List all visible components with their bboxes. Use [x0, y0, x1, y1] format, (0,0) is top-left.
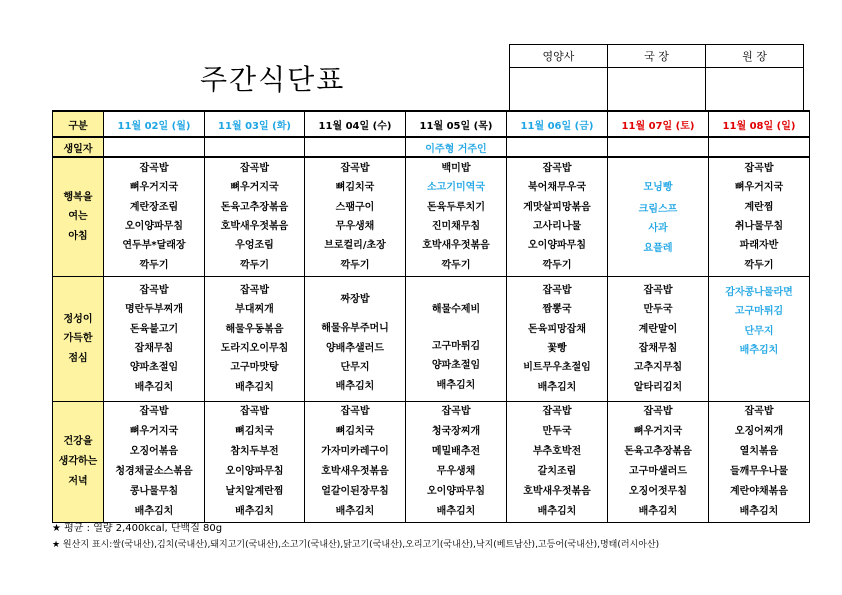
menu-item: 만두국 — [542, 426, 572, 437]
approval-director: 국 장 — [608, 45, 706, 68]
signature-cell — [706, 68, 804, 111]
menu-item: 잡곡밥 — [542, 406, 572, 417]
signature-cell — [510, 68, 608, 111]
menu-item: 메밀배추전 — [431, 446, 481, 457]
menu-item: 뼈우거지국 — [633, 426, 683, 437]
menu-item: 뼈우거지국 — [129, 182, 179, 194]
menu-item: 청경채굴소스볶음 — [115, 466, 193, 477]
day-header: 11월 07일 (토) — [608, 111, 709, 137]
menu-item: 잡곡밥 — [542, 162, 572, 174]
menu-item: 고사리나물 — [532, 221, 582, 232]
menu-item: 오징어찌개 — [734, 426, 784, 437]
menu-item: 고구마맛탕 — [230, 362, 279, 374]
menu-item: 날치알계란찜 — [225, 486, 284, 497]
origin-note: ★ 원산지 표시:쌀(국내산),김치(국내산),돼지고기(국내산),소고기(국내산),닭고기(국내산),오리고기(국내산),낙지(베트남산),고등어(국내산),명태(러시아산) — [52, 540, 660, 550]
menu-cell — [205, 402, 305, 523]
menu-item: 꽃빵 — [547, 343, 567, 354]
menu-item: 돈육고추장볶음 — [624, 446, 692, 457]
meal-row-lunch — [53, 277, 810, 402]
menu-item: 배추김치 — [638, 506, 678, 517]
menu-item: 잡곡밥 — [240, 284, 269, 296]
menu-item: 게맛살피망볶음 — [523, 201, 591, 213]
menu-cell — [104, 402, 205, 523]
meal-label — [53, 277, 104, 402]
page-title: 주간식단표 — [200, 63, 346, 96]
menu-cell — [507, 277, 608, 402]
menu-item: 짜장밥 — [340, 294, 370, 306]
weekly-menu-table — [52, 110, 810, 523]
menu-item: 짬뽕국 — [542, 304, 572, 316]
birthday-row — [53, 137, 810, 157]
meal-label-line: 행복을 — [63, 191, 93, 203]
menu-item: 깍두기 — [542, 259, 572, 271]
approval-box — [509, 44, 804, 111]
menu-item: 단무지 — [744, 325, 774, 337]
menu-item: 오이양파무침 — [427, 486, 485, 497]
menu-item: 백미밥 — [441, 162, 471, 174]
day-header: 11월 06일 (금) — [507, 111, 608, 137]
menu-item: 크림스프 — [638, 203, 678, 215]
menu-item: 고추지무침 — [633, 362, 683, 374]
menu-item: 잡곡밥 — [340, 406, 370, 417]
menu-item: 알타리김치 — [633, 381, 683, 393]
day-header: 11월 03일 (화) — [205, 111, 305, 137]
menu-item: 계란찜 — [744, 201, 774, 213]
menu-item: 계란야채볶음 — [730, 486, 788, 497]
menu-item: 호박새우젓볶음 — [220, 221, 289, 232]
menu-item: 무우생채 — [335, 221, 375, 232]
menu-item: 계란말이 — [638, 323, 678, 335]
nutrition-note: ★ 평균 : 열량 2,400kcal, 단백질 80g — [52, 523, 223, 534]
menu-item: 해물우동볶음 — [225, 323, 284, 335]
menu-cell — [305, 277, 406, 402]
menu-item: 호박새우젓볶음 — [523, 486, 591, 497]
day-header: 11월 04일 (수) — [305, 111, 406, 137]
menu-item: 양파초절임 — [129, 362, 179, 374]
menu-item: 배추김치 — [436, 379, 476, 391]
menu-item: 잡곡밥 — [643, 284, 673, 296]
menu-cell — [104, 277, 205, 402]
menu-item: 잡곡밥 — [441, 406, 471, 417]
day-header: 11월 05일 (목) — [406, 111, 507, 137]
menu-item: 청국장찌개 — [431, 426, 481, 437]
menu-item: 잡채무침 — [638, 343, 678, 354]
menu-item: 깍두기 — [340, 259, 370, 271]
menu-item: 배추김치 — [235, 506, 274, 517]
meal-label-line: 여는 — [68, 211, 88, 223]
meal-label-line: 정성이 — [63, 313, 93, 325]
meal-label-line: 가득한 — [63, 333, 93, 345]
menu-item: 콩나물무침 — [129, 486, 179, 497]
approval-head: 원 장 — [706, 45, 804, 68]
meal-label — [53, 402, 104, 523]
menu-cell — [608, 277, 709, 402]
menu-item: 오이양파무침 — [528, 240, 586, 252]
menu-item: 뼈김치국 — [235, 426, 274, 437]
menu-item: 만두국 — [643, 304, 673, 316]
menu-item: 깍두기 — [744, 259, 774, 271]
menu-item: 배추김치 — [436, 506, 476, 517]
menu-item: 잡곡밥 — [643, 406, 673, 417]
menu-item: 배추김치 — [134, 381, 174, 393]
menu-item: 잡곡밥 — [139, 406, 169, 417]
menu-cell — [406, 277, 507, 402]
menu-item: 단무지 — [340, 362, 370, 373]
menu-item: 계란장조림 — [129, 201, 179, 213]
menu-item: 진미채무침 — [431, 221, 481, 232]
signature-cell — [608, 68, 706, 111]
menu-item: 배추김치 — [537, 381, 577, 393]
menu-cell — [709, 157, 810, 277]
menu-item: 잡곡밥 — [340, 162, 370, 174]
menu-item: 갈치조림 — [537, 466, 577, 477]
menu-cell — [205, 157, 305, 277]
menu-item: 양배추샐러드 — [326, 342, 384, 354]
menu-cell — [507, 402, 608, 523]
menu-cell — [104, 157, 205, 277]
meal-label-line: 생각하는 — [58, 456, 98, 467]
menu-item: 잡곡밥 — [240, 406, 269, 417]
meal-row-breakfast — [53, 157, 810, 277]
menu-item: 뼈우거지국 — [734, 182, 784, 194]
menu-item: 열치볶음 — [739, 446, 779, 457]
meal-label — [53, 157, 104, 277]
menu-item: 소고기미역국 — [427, 182, 485, 194]
menu-item: 배추김치 — [235, 381, 274, 393]
menu-item: 가자미카레구이 — [321, 446, 389, 457]
meal-label-line: 점심 — [68, 352, 88, 364]
menu-item: 얼갈이된장무침 — [321, 486, 389, 497]
menu-item: 돈육피망잡채 — [528, 323, 586, 335]
menu-item: 배추김치 — [739, 506, 779, 517]
menu-item: 고구마튀김 — [431, 340, 481, 352]
menu-item: 오징어젓무침 — [629, 486, 687, 497]
menu-cell — [507, 157, 608, 277]
menu-cell — [608, 402, 709, 523]
menu-item: 뼈김치국 — [335, 426, 375, 437]
menu-item: 뼈김치국 — [335, 182, 375, 194]
menu-item: 깍두기 — [240, 259, 269, 271]
menu-cell — [305, 157, 406, 277]
menu-item: 브로컬리/초장 — [324, 240, 386, 252]
menu-item: 돈육고추장볶음 — [220, 201, 289, 213]
menu-item: 파래자반 — [739, 240, 779, 252]
menu-item: 우엉조림 — [235, 240, 274, 252]
menu-item: 고구마튀김 — [734, 306, 784, 318]
menu-item: 깍두기 — [139, 259, 169, 271]
menu-item: 호박새우젓볶음 — [321, 466, 389, 477]
menu-item: 깍두기 — [441, 259, 471, 271]
menu-item: 요플레 — [643, 242, 673, 254]
menu-item: 돈육불고기 — [129, 323, 179, 335]
menu-item: 오이양파무침 — [225, 466, 284, 477]
menu-item: 잡곡밥 — [139, 162, 169, 174]
menu-item: 뼈우거지국 — [129, 426, 179, 437]
menu-item: 호박새우젓볶음 — [422, 240, 490, 252]
menu-item: 오이양파무침 — [125, 221, 183, 232]
menu-item: 잡곡밥 — [542, 284, 572, 296]
menu-item: 배추김치 — [335, 381, 375, 393]
menu-item: 도라지오이무침 — [220, 343, 289, 354]
menu-item: 배추김치 — [739, 345, 779, 357]
menu-item: 모닝빵 — [643, 181, 673, 193]
menu-item: 배추김치 — [134, 506, 174, 517]
menu-item: 잡곡밥 — [240, 162, 269, 174]
menu-item: 양파초절임 — [431, 360, 481, 372]
meal-row-dinner — [53, 402, 810, 523]
menu-item: 감자콩나물라면 — [725, 287, 793, 298]
menu-cell — [305, 402, 406, 523]
menu-item: 부대찌개 — [235, 304, 274, 316]
menu-item: 취나물무침 — [734, 221, 784, 232]
menu-item: 비트무우초절임 — [523, 362, 591, 374]
menu-item: 명란두부찌개 — [125, 304, 183, 316]
menu-item: 배추김치 — [537, 506, 577, 517]
menu-cell — [709, 402, 810, 523]
header-row — [53, 111, 810, 137]
menu-item: 고구마샐러드 — [629, 466, 687, 477]
birthday-label: 생일자 — [53, 137, 104, 157]
menu-item: 사과 — [648, 223, 668, 235]
day-header: 11월 08일 (일) — [709, 111, 810, 137]
menu-item: 오징어볶음 — [129, 446, 179, 457]
header-label: 구분 — [53, 111, 104, 137]
birthday-value: 이주형 거주인 — [406, 137, 507, 157]
menu-item: 해물수제비 — [431, 303, 481, 315]
menu-item: 잡곡밥 — [744, 406, 774, 417]
menu-item: 부추호박전 — [532, 446, 582, 457]
menu-item: 들깨무우나물 — [730, 466, 788, 477]
menu-item: 잡곡밥 — [744, 162, 774, 174]
menu-item: 배추김치 — [335, 506, 375, 517]
meal-label-line: 아침 — [68, 230, 88, 242]
day-header: 11월 02일 (월) — [104, 111, 205, 137]
menu-item: 참치두부전 — [230, 446, 279, 457]
menu-cell — [608, 157, 709, 277]
menu-item: 잡채무침 — [134, 343, 174, 354]
menu-item: 해물유부주머니 — [321, 323, 389, 335]
menu-item: 연두부*달래장 — [122, 240, 186, 252]
meal-label-line: 저녁 — [68, 476, 88, 487]
menu-item: 돈육두루치기 — [427, 201, 485, 213]
approval-nutritionist: 영양사 — [510, 45, 608, 68]
menu-item: 북어채무우국 — [528, 182, 586, 194]
menu-item: 뼈우거지국 — [230, 182, 279, 194]
meal-label-line: 건강을 — [63, 436, 93, 447]
menu-item: 무우생채 — [436, 466, 476, 477]
menu-cell — [406, 157, 507, 277]
menu-cell — [709, 277, 810, 402]
menu-cell — [406, 402, 507, 523]
menu-cell — [205, 277, 305, 402]
menu-item: 스팸구이 — [335, 201, 375, 213]
menu-item: 잡곡밥 — [139, 284, 169, 296]
